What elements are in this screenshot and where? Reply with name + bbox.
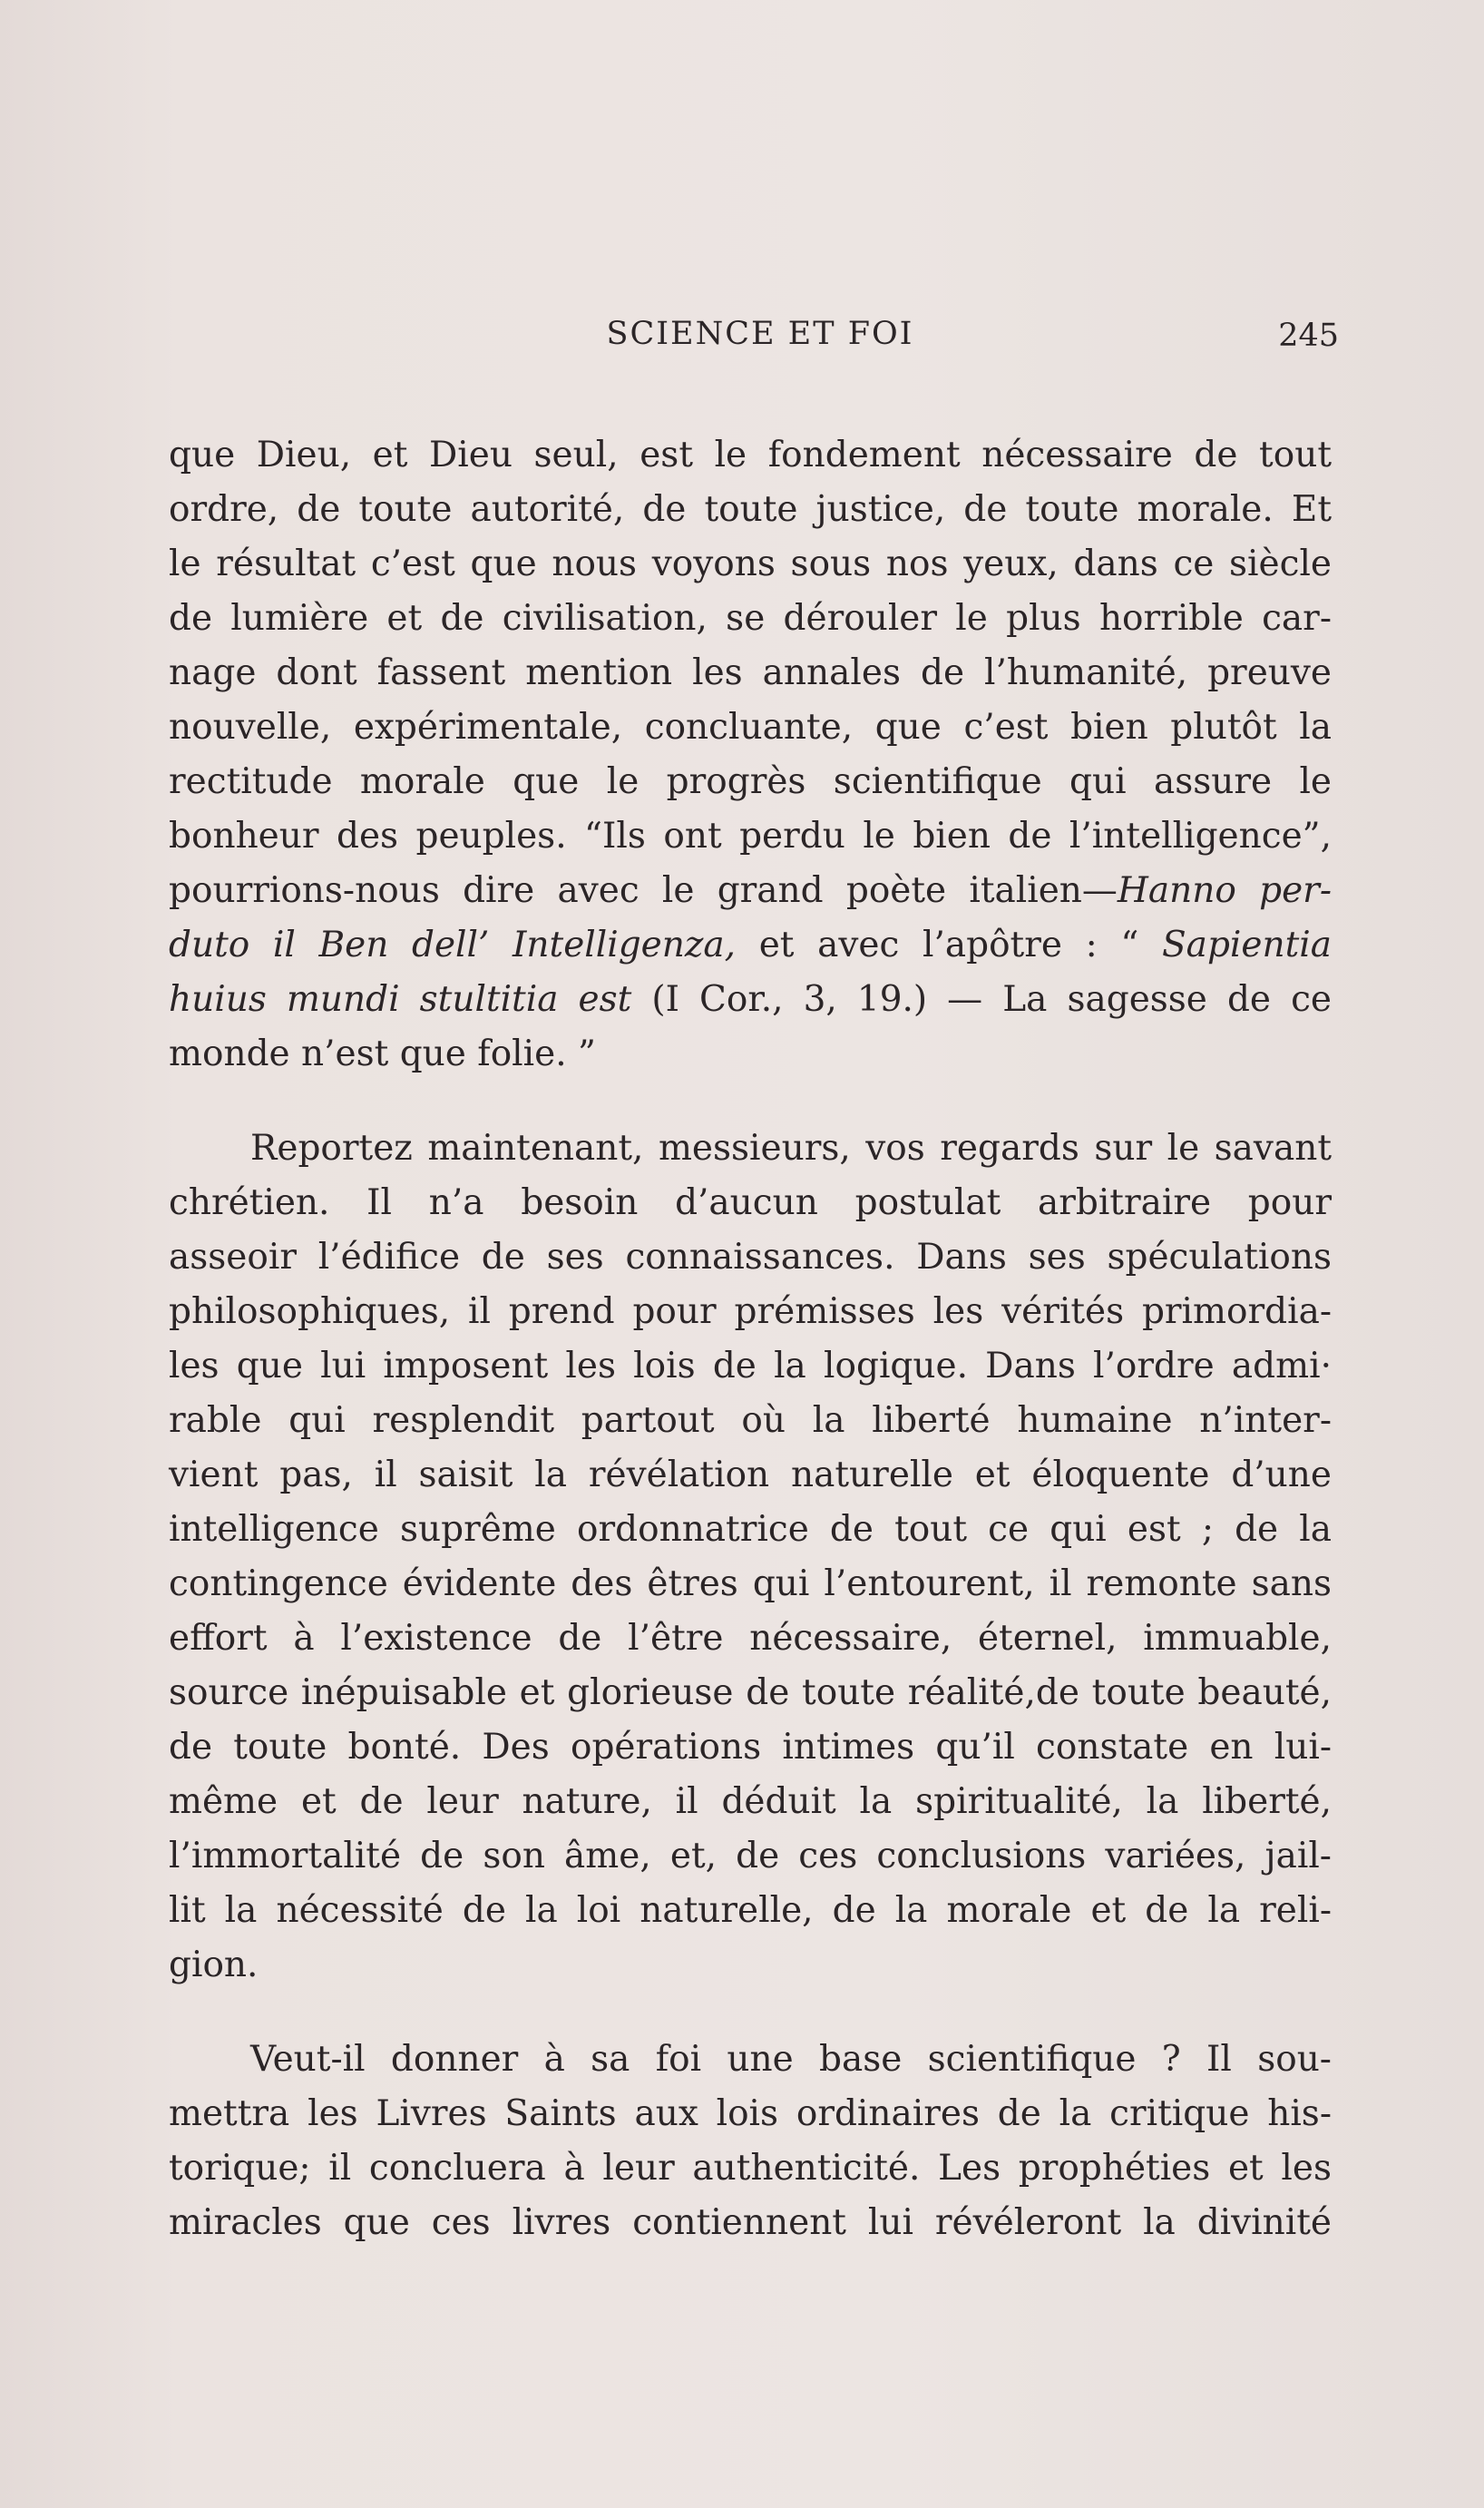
- text-line: [169, 973, 1332, 1027]
- text-line: gion.: [169, 1945, 259, 1985]
- text-line: vient pas, il saisit la révélation naturelle et éloquente d’une: [169, 1455, 1332, 1495]
- text-line: l’immortalité de son âme, et, de ces conclusions variées, jail-: [169, 1836, 1332, 1876]
- page-number: 245: [1278, 318, 1339, 354]
- italic-span: Hanno per-: [1117, 870, 1332, 911]
- text-span: pourrions-nous dire avec le grand poète italien—: [169, 870, 1118, 911]
- running-header: [181, 316, 1339, 359]
- paragraph-gap: [169, 1082, 1332, 1122]
- text-line: miracles que ces livres contiennent lui révéleront la divinité: [169, 2202, 1332, 2243]
- body-text: [169, 428, 1332, 2250]
- text-line: rable qui resplendit partout où la liberté humaine n’inter-: [169, 1400, 1332, 1441]
- text-span: (I Cor., 3, 19.) — La sagesse de ce: [631, 979, 1332, 1020]
- text-line: mettra les Livres Saints aux lois ordinaires de la critique his-: [169, 2093, 1332, 2134]
- text-line: contingence évidente des êtres qui l’entourent, il remonte sans: [169, 1563, 1332, 1604]
- text-line: [169, 918, 1332, 973]
- text-line: source inépuisable et glorieuse de toute réalité,de toute beauté,: [169, 1672, 1332, 1713]
- text-line: [169, 864, 1332, 918]
- text-line: de toute bonté. Des opérations intimes qu’il constate en lui-: [169, 1727, 1332, 1768]
- text-line: les que lui imposent les lois de la logique. Dans l’ordre admi·: [169, 1346, 1332, 1386]
- paragraph-1: [169, 428, 1332, 1082]
- text-line: que Dieu, et Dieu seul, est le fondement nécessaire de tout: [169, 435, 1332, 475]
- text-line: monde n’est que folie. ”: [169, 1034, 596, 1074]
- text-line: même et de leur nature, il déduit la spiritualité, la liberté,: [169, 1781, 1332, 1822]
- text-line: Reportez maintenant, messieurs, vos regards sur le savant: [250, 1128, 1332, 1169]
- text-line: asseoir l’édifice de ses connaissances. Dans ses spéculations: [169, 1237, 1332, 1278]
- text-line: effort à l’existence de l’être nécessaire, éternel, immuable,: [169, 1618, 1332, 1659]
- text-line: intelligence suprême ordonnatrice de tout ce qui est ; de la: [169, 1509, 1332, 1550]
- text-line: lit la nécessité de la loi naturelle, de la morale et de la reli-: [169, 1890, 1332, 1931]
- text-line: le résultat c’est que nous voyons sous nos yeux, dans ce siècle: [169, 544, 1332, 584]
- text-line: chrétien. Il n’a besoin d’aucun postulat arbitraire pour: [169, 1182, 1332, 1223]
- italic-span: Sapientia: [1161, 925, 1332, 965]
- text-line: philosophiques, il prend pour prémisses les vérités primordia-: [169, 1291, 1332, 1332]
- italic-span: huius mundi stultitia est: [169, 979, 632, 1020]
- running-title: SCIENCE ET FOI: [606, 316, 914, 352]
- text-line: nouvelle, expérimentale, concluante, que c’est bien plutôt la: [169, 707, 1332, 748]
- text-line: torique; il concluera à leur authenticité. Les prophéties et les: [169, 2148, 1332, 2189]
- text-span: et avec l’apôtre : “: [736, 925, 1162, 965]
- paragraph-3: [169, 2033, 1332, 2250]
- paragraph-gap: [169, 1993, 1332, 2033]
- text-line: de lumière et de civilisation, se dérouler le plus horrible car-: [169, 598, 1332, 639]
- text-line: bonheur des peuples. “Ils ont perdu le bien de l’intelligence”,: [169, 816, 1332, 857]
- text-line: nage dont fassent mention les annales de l’humanité, preuve: [169, 652, 1332, 693]
- paragraph-2: [169, 1122, 1332, 1993]
- text-line: Veut-il donner à sa foi une base scientifique ? Il sou-: [250, 2039, 1332, 2080]
- italic-span: duto il Ben dell’ Intelligenza,: [169, 925, 737, 965]
- text-line: ordre, de toute autorité, de toute justice, de toute morale. Et: [169, 489, 1332, 530]
- text-line: rectitude morale que le progrès scientifique qui assure le: [169, 761, 1332, 802]
